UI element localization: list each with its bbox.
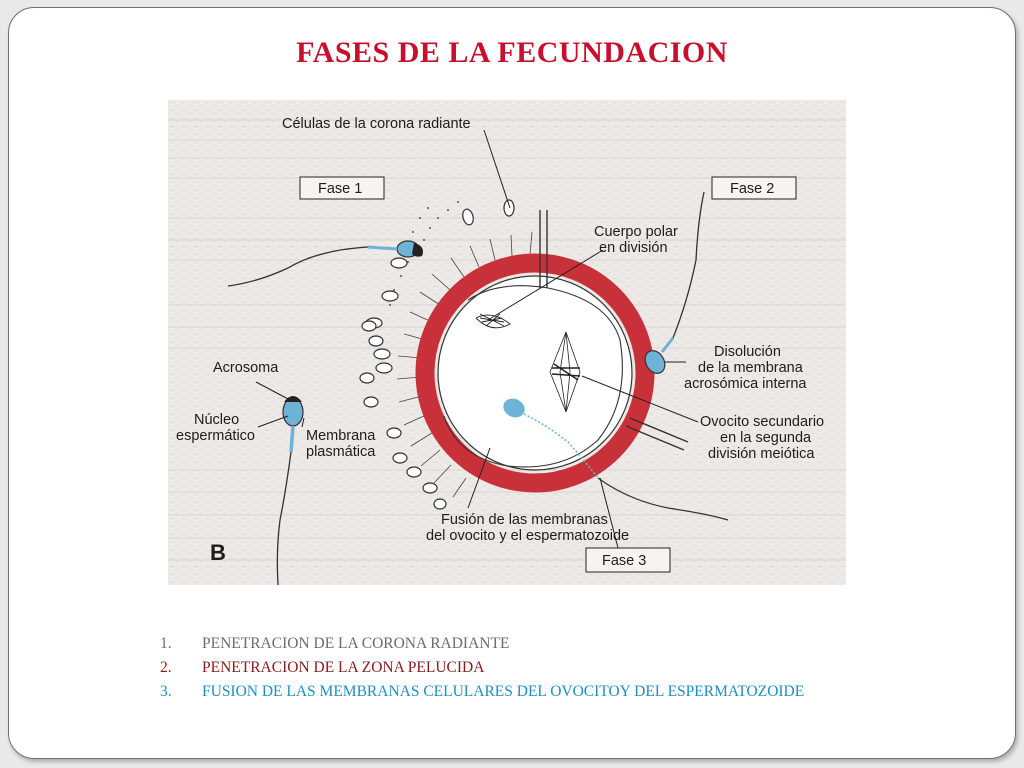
label-oocyte-2: en la segunda (720, 430, 812, 446)
phase-number: 3. (160, 683, 172, 700)
label-polar-body-2: en división (599, 240, 668, 256)
label-fusion-2: del ovocito y el espermatozoide (426, 528, 630, 544)
phase-list (160, 632, 804, 704)
label-corona: Células de la corona radiante (282, 116, 471, 132)
fertilization-diagram (168, 100, 846, 585)
label-dissolution-3: acrosómica interna (684, 376, 807, 392)
phase-text: PENETRACION DE LA CORONA RADIANTE (202, 635, 510, 652)
label-polar-body-1: Cuerpo polar (594, 224, 678, 240)
label-dissolution-2: de la membrana (698, 360, 803, 376)
label-fusion-1: Fusión de las membranas (441, 512, 608, 528)
label-phase-3: Fase 3 (602, 553, 647, 569)
label-oocyte-1: Ovocito secundario (700, 414, 825, 430)
label-oocyte-3: división meiótica (708, 446, 815, 462)
phase-list-item (160, 680, 804, 704)
label-nucleus-1: Núcleo (194, 412, 240, 428)
phase-number: 2. (160, 659, 172, 676)
phase-list-item (160, 656, 804, 680)
label-phase-2: Fase 2 (730, 181, 775, 197)
phase-text: FUSION DE LAS MEMBRANAS CELULARES DEL OVOCITOY DEL ESPERMATOZOIDE (202, 683, 805, 700)
label-dissolution-1: Disolución (714, 344, 781, 360)
label-acrosome: Acrosoma (213, 360, 279, 376)
panel-letter: B (210, 540, 226, 565)
label-membrane-2: plasmática (306, 444, 376, 460)
label-membrane-1: Membrana (306, 428, 376, 444)
label-nucleus-2: espermático (176, 428, 255, 444)
slide-title: FASES DE LA FECUNDACION (296, 36, 728, 69)
oocyte-membrane (438, 276, 632, 470)
label-phase-1: Fase 1 (318, 181, 363, 197)
phase-number: 1. (160, 635, 172, 652)
phase-list-item (160, 632, 804, 656)
phase-text: PENETRACION DE LA ZONA PELUCIDA (202, 659, 485, 676)
